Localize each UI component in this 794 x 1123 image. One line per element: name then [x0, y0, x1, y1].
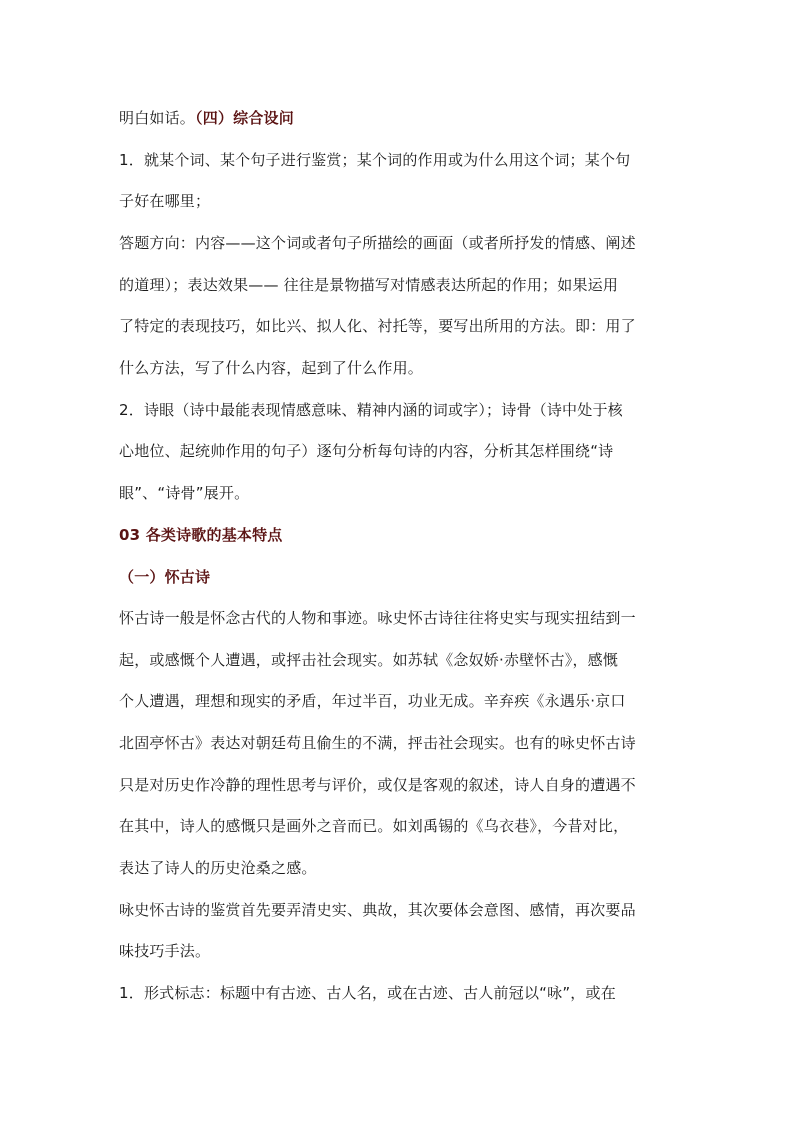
- subsection-heading: （一）怀古诗: [119, 568, 211, 586]
- paragraph-line: 在其中，诗人的感慨只是画外之音而已。如刘禹锡的《乌衣巷》，今昔对比，: [119, 817, 629, 835]
- paragraph-line: 只是对历史作冷静的理性思考与评价，或仅是客观的叙述，诗人自身的遭遇不: [119, 776, 636, 794]
- paragraph-line: 心地位、起统帅作用的句子）逐句分析每句诗的内容，分析其怎样围绕“诗: [119, 442, 614, 460]
- paragraph-line: 表达了诗人的历史沧桑之感。: [119, 859, 317, 877]
- paragraph-line: 了特定的表现技巧，如比兴、拟人化、衬托等，要写出所用的方法。即：用了: [119, 317, 636, 335]
- paragraph-line: 2．诗眼（诗中最能表现情感意味、精神内涵的词或字）；诗骨（诗中处于核: [119, 401, 623, 419]
- paragraph-line: 什么方法，写了什么内容，起到了什么作用。: [119, 359, 424, 377]
- paragraph-line: 北固亭怀古》表达对朝廷苟且偷生的不满，抨击社会现实。也有的咏史怀古诗: [119, 734, 636, 752]
- paragraph-line: 1．就某个词、某个句子进行鉴赏；某个词的作用或为什么用这个词；某个句: [119, 151, 631, 169]
- paragraph-line: [119, 108, 294, 128]
- paragraph-line: 咏史怀古诗的鉴赏首先要弄清史实、典故，其次要体会意图、感情，再次要品: [119, 901, 636, 919]
- paragraph-line: 味技巧手法。: [119, 942, 211, 960]
- paragraph-line: 1．形式标志：标题中有古迹、古人名，或在古迹、古人前冠以“咏”，或在: [119, 984, 616, 1002]
- paragraph-line: 个人遭遇，理想和现实的矛盾，年过半百，功业无成。辛弃疾《永遇乐·京口: [119, 692, 626, 710]
- paragraph-line: 怀古诗一般是怀念古代的人物和事迹。咏史怀古诗往往将史实与现实扭结到一: [119, 609, 636, 627]
- paragraph-line: 的道理）；表达效果—— 往往是景物描写对情感表达所起的作用；如果运用: [119, 276, 619, 294]
- line-text: 明白如话。: [119, 109, 196, 127]
- subsection-heading-comprehensive: （四）综合设问: [195, 109, 294, 127]
- section-heading: 03 各类诗歌的基本特点: [119, 526, 283, 544]
- paragraph-line: 起，或感慨个人遭遇，或抨击社会现实。如苏轼《念奴娇·赤壁怀古》，感慨: [119, 651, 619, 669]
- paragraph-line: 答题方向：内容——这个词或者句子所描绘的画面（或者所抒发的情感、阐述: [119, 234, 636, 252]
- paragraph-line: 子好在哪里；: [119, 192, 211, 210]
- paragraph-line: 眼”、“诗骨”展开。: [119, 484, 250, 502]
